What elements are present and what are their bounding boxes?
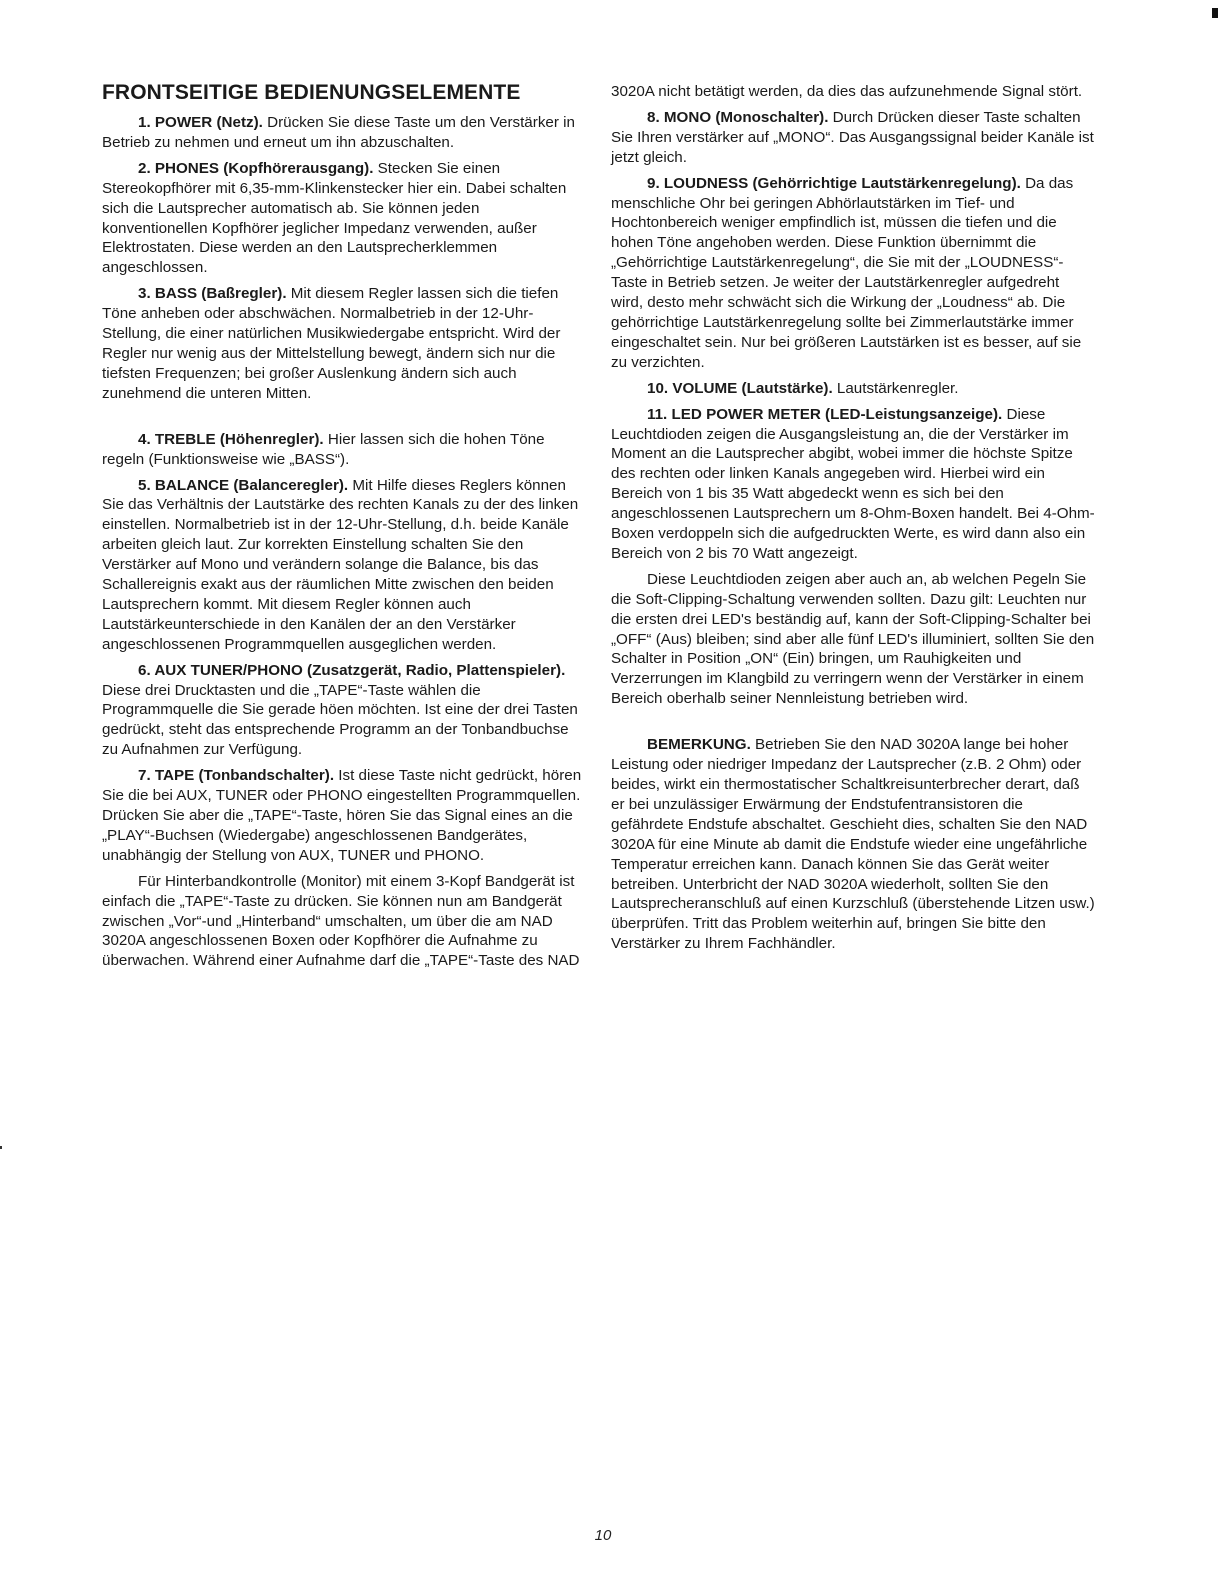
item-treble (102, 430, 588, 470)
note-bemerkung-label: BEMERKUNG. (647, 736, 751, 754)
item-bass (102, 284, 588, 403)
section-heading: FRONTSEITIGE BEDIENUNGSELEMENTE (102, 81, 521, 104)
item-phones (102, 159, 588, 278)
item-treble-text: Hier lassen sich die hohen Töne regeln (Funktionsweise wie „BASS“). (102, 430, 545, 468)
note-bemerkung (611, 735, 1095, 954)
paragraph-soft-clipping: Diese Leuchtdioden zeigen aber auch an, ab welchen Pegeln Sie die Soft-Clipping-Schaltung verwenden sollten. Dazu gilt: Leuchten nur die ersten drei LED's beständig auf, kann der Soft-Clipping-Schalter bei „OFF“ (Aus) bleiben; sind aber alle fünf LED's illuminiert, sollten Sie den Schalter in Position „ON“ (Ein) bringen, um Rauhigkeiten und Verzerrungen im Klangbild zu verringern wenn der Verstärker in einem Bereich oberhalb seiner Nennleistung betrieben wird. (611, 570, 1095, 708)
item-tape-label: 7. TAPE (Tonbandschalter). (138, 767, 335, 785)
item-loudness-label: 9. LOUDNESS (Gehörrichtige Lautstärkenregelung). (647, 174, 1021, 192)
item-bass-label: 3. BASS (Baßregler). (138, 285, 287, 303)
item-phones-label: 2. PHONES (Kopfhörerausgang). (138, 159, 374, 177)
note-bemerkung-text: Betrieben Sie den NAD 3020A lange bei hoher Leistung oder niedriger Impedanz der Lautsprecher (z.B. 2 Ohm) oder beides, wirkt ein thermostatischer Schaltkreisunterbrecher derart, daß er bei unzulässiger Erwärmung der Endstufentransistoren die gefährdete Endstufe abschaltet. Geschieht dies, schalten Sie den NAD 3020A für eine Minute ab damit die Endstufe wieder eine ungefährliche Temperatur erreichen kann. Danach können Sie das Gerät weiter betreiben. Unterbricht der NAD 3020A wiederholt, sollten Sie den Lautsprecheranschluß auf einen Kurzschluß (überstehende Litzen usw.) überprüfen. Tritt das Problem weiterhin auf, bringen Sie bitte den Verstärker zu Ihrem Fachhändler. (611, 736, 1095, 953)
item-phones-text: Stecken Sie einen Stereokopfhörer mit 6,35-mm-Klinkenstecker hier ein. Dabei schalten sich die Lautsprecher automatisch ab. Sie können jeden konventionellen Kopfhörer jeglicher Impedanz verwenden, außer Elektrostaten. Diese werden an den Lautsprecherklemmen angeschlossen. (102, 159, 567, 277)
page-number: 10 (594, 1527, 612, 1544)
item-treble-label: 4. TREBLE (Höhenregler). (138, 430, 324, 448)
item-loudness-text: Da das menschliche Ohr bei geringen Abhörlautstärken im Tief- und Hochtonbereich weniger empfindlich ist, müssen die tiefen und die hohen Töne angehoben werden. Diese Funktion übernimmt die „Gehörrichtige Lautstärkenregelung“, die Sie mit der „LOUDNESS“-Taste in Betrieb setzen. Je weiter der Lautstärkenregler aufgedreht wird, desto mehr schwächt sich die Wirkung der „Loudness“ ab. Die gehörrichtige Lautstärkenregelung sollte bei Zimmerlautstärke immer eingeschaltet sein. Nur bei größeren Lautstärken ist es besser, auf sie zu verzichten. (611, 174, 1082, 371)
item-led-power-meter-label: 11. LED POWER METER (LED-Leistungsanzeige). (647, 405, 1003, 423)
item-power-label: 1. POWER (Netz). (138, 114, 263, 131)
item-balance-text: Mit Hilfe dieses Reglers können Sie das Verhältnis der Lautstärke des rechten Kanals zu der des linken einstellen. Normalbetrieb ist in der 12-Uhr-Stellung, d.h. beide Kanäle arbeiten gleich laut. Zur korrekten Einstellung schalten Sie den Verstärker auf Mono und verändern solange die Balance, bis das Schallereignis exakt aus der räumlichen Mitte zwischen den beiden Lautsprechern kommt. Mit diesem Regler können auch Lautstärkeunterschiede in den Kanälen der an den Verstärker angeschlossenen Programmquellen ausgeglichen werden. (102, 476, 579, 653)
item-volume-text: Lautstärkenregler. (832, 379, 959, 397)
item-aux-tuner-phono-label: 6. AUX TUNER/PHONO (Zusatzgerät, Radio, Plattenspieler). (138, 661, 566, 679)
item-aux-tuner-phono-text: Diese drei Drucktasten und die „TAPE“-Taste wählen die Programmquelle die Sie gerade höen möchten. Ist eine der drei Tasten gedrückt, steht das entsprechende Programm an der Tonbandbuchse zu Aufnahmen zur Verfügung. (102, 681, 578, 759)
item-power-text: Drücken Sie diese Taste um den Verstärker in Betrieb zu nehmen und erneut um ihn abzuschalten. (102, 114, 575, 151)
item-aux-tuner-phono (102, 661, 588, 761)
item-mono (611, 108, 1095, 168)
item-led-power-meter (611, 405, 1095, 564)
item-loudness (611, 174, 1095, 373)
item-balance-label: 5. BALANCE (Balanceregler). (138, 476, 349, 494)
scan-edge-mark (1212, 8, 1218, 18)
paragraph-continuation: 3020A nicht betätigt werden, da dies das aufzunehmende Signal stört. (611, 83, 1083, 100)
left-column (102, 80, 588, 977)
item-bass-text: Mit diesem Regler lassen sich die tiefen Töne anheben oder abschwächen. Normalbetrieb in der 12-Uhr-Stellung, die einer natürlichen Musikwiedergabe entspricht. Wird der Regler nur wenig aus der Mittelstellung bewegt, ändern sich nur die tiefsten Frequenzen; bei großer Auslenkung ändern sich auch zunehmend die unteren Mitten. (102, 285, 561, 402)
paragraph-monitor: Für Hinterbandkontrolle (Monitor) mit einem 3-Kopf Bandgerät ist einfach die „TAPE“-Taste zu drücken. Sie können nun am Bandgerät zwischen „Vor“-und „Hinterband“ umschalten, um über die am NAD 3020A angeschlossenen Boxen oder Kopfhörer die Aufnahme zu überwachen. Während einer Aufnahme darf die „TAPE“-Taste des NAD (102, 872, 580, 970)
item-led-power-meter-text: Diese Leuchtdioden zeigen die Ausgangsleistung an, die der Verstärker im Moment an die Lautsprecher abgibt, wobei immer die höchste Spitze des rechten oder linken Kanals angegeben wird. Hierbei wird ein Bereich von 1 bis 35 Watt abgedeckt wenn es sich bei den angeschlossenen Lautsprechern um 8-Ohm-Boxen handelt. Bei 4-Ohm-Boxen verdoppeln sich die aufgedruckten Werte, es wird dann also ein Bereich von 2 bis 70 Watt angezeigt. (611, 405, 1095, 562)
right-column (611, 82, 1095, 960)
item-volume (611, 379, 1095, 399)
item-volume-label: 10. VOLUME (Lautstärke). (647, 379, 833, 397)
item-mono-text: Durch Drücken dieser Taste schalten Sie Ihren verstärker auf „MONO“. Das Ausgangssignal beider Kanäle ist jetzt gleich. (611, 108, 1094, 166)
item-balance (102, 476, 588, 655)
item-mono-label: 8. MONO (Monoschalter). (647, 108, 829, 126)
item-tape-text: Ist diese Taste nicht gedrückt, hören Sie die bei AUX, TUNER oder PHONO eingestellten Programmquellen. Drücken Sie aber die „TAPE“-Taste, hören Sie das Signal eines an die „PLAY“-Buchsen (Wiedergabe) angeschlossenen Bandgerätes, unabhängig der Stellung von AUX, TUNER und PHONO. (102, 767, 582, 864)
scan-edge-dot (0, 1146, 2, 1149)
item-power (102, 113, 588, 153)
item-tape (102, 766, 588, 866)
